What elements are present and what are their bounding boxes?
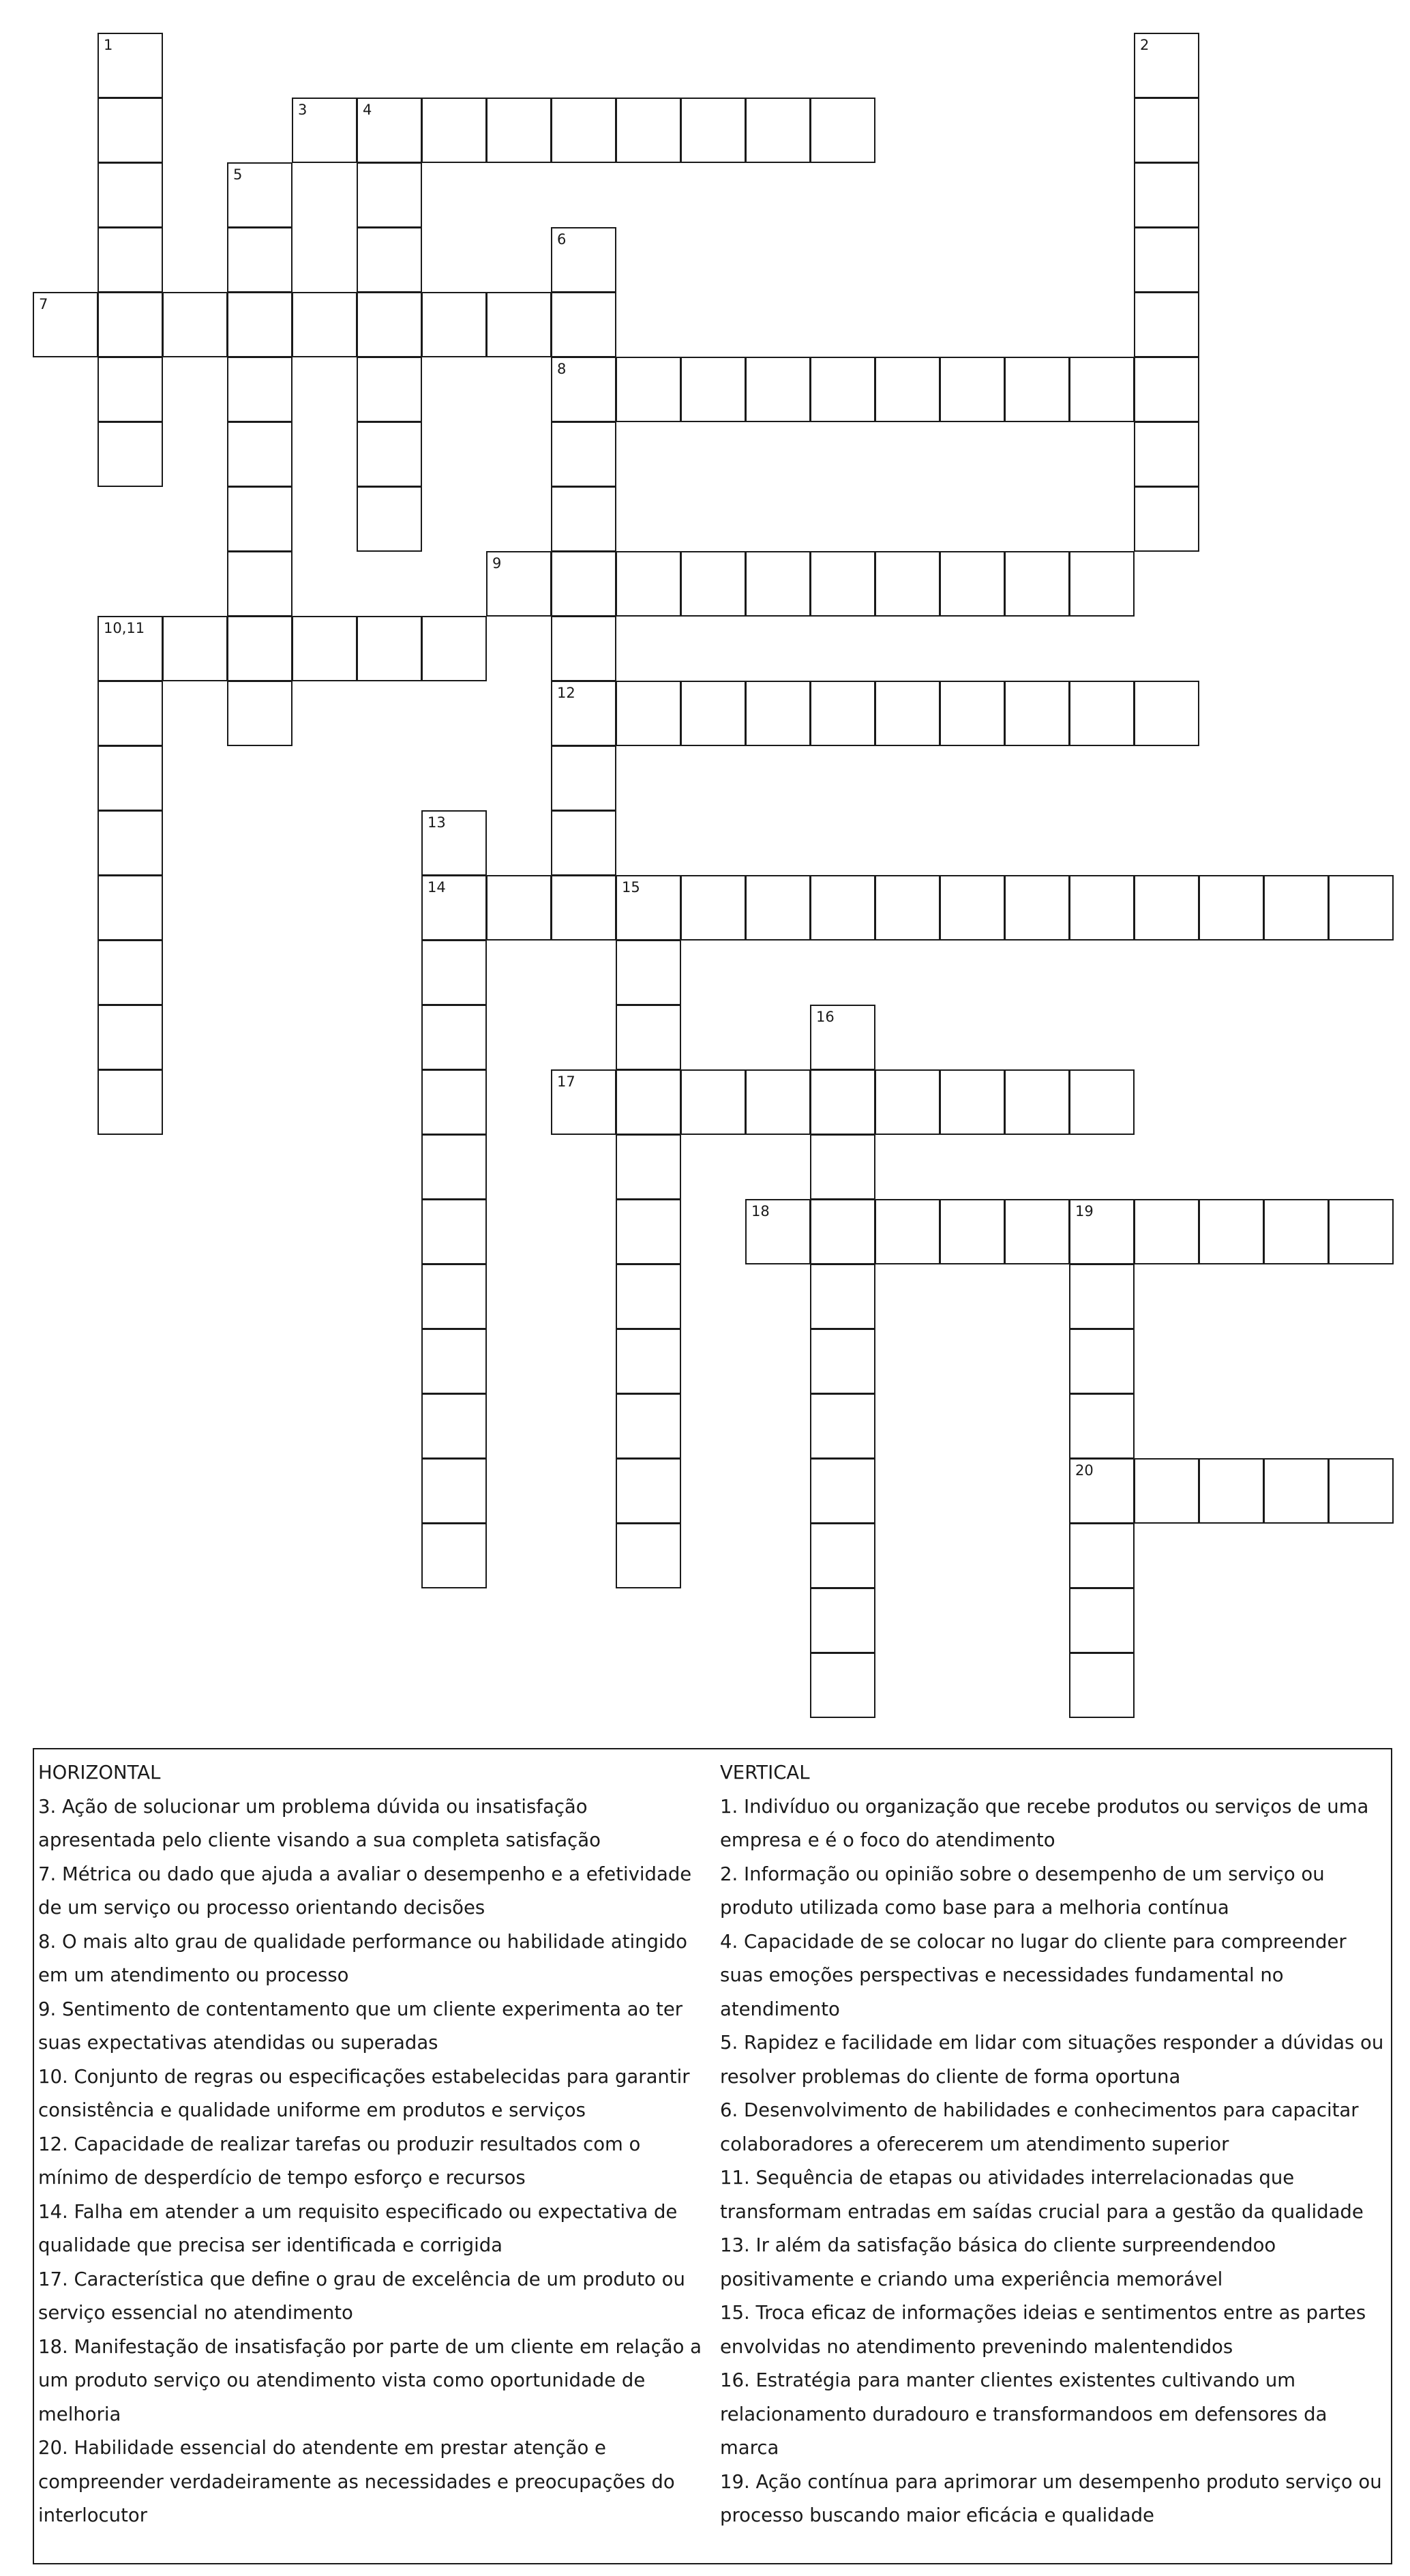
across-clues bbox=[38, 1756, 710, 2533]
grid-cell[interactable] bbox=[1004, 1069, 1070, 1135]
grid-cell[interactable] bbox=[292, 98, 357, 163]
grid-cell[interactable] bbox=[421, 1199, 487, 1264]
grid-cell[interactable] bbox=[810, 875, 875, 941]
grid-cell[interactable] bbox=[1069, 551, 1135, 617]
grid-cell[interactable] bbox=[680, 98, 746, 163]
grid-cell[interactable] bbox=[357, 616, 422, 681]
grid-cell[interactable] bbox=[551, 292, 616, 357]
clue-across-9: 9. Sentimento de contentamento que um cliente experimenta ao ter suas expectativas atendidas ou superadas bbox=[38, 1998, 683, 2054]
cell-number: 1 bbox=[104, 37, 113, 53]
grid-cell[interactable] bbox=[1134, 227, 1199, 293]
grid-cell[interactable] bbox=[227, 616, 292, 681]
clue-down-11: 11. Sequência de etapas ou atividades interrelacionadas que transformam entradas em saídas crucial para a gestão da qualidade bbox=[720, 2167, 1364, 2223]
grid-cell[interactable] bbox=[97, 33, 163, 98]
grid-cell[interactable] bbox=[421, 616, 487, 681]
grid-cell[interactable] bbox=[357, 292, 422, 357]
grid-cell[interactable] bbox=[940, 1199, 1005, 1264]
grid-cell[interactable] bbox=[616, 1393, 681, 1459]
grid-cell[interactable] bbox=[486, 292, 552, 357]
cell-number: 5 bbox=[233, 166, 243, 183]
grid-cell[interactable] bbox=[745, 357, 811, 422]
grid-cell[interactable] bbox=[745, 98, 811, 163]
clue-down-4: 4. Capacidade de se colocar no lugar do cliente para compreender suas emoções perspectivas e necessidades fundamental no atendimento bbox=[720, 1930, 1347, 2020]
grid-cell[interactable] bbox=[97, 162, 163, 228]
grid-cell[interactable] bbox=[227, 551, 292, 617]
grid-cell[interactable] bbox=[421, 1069, 487, 1135]
grid-cell[interactable] bbox=[551, 745, 616, 811]
cell-number: 7 bbox=[39, 296, 48, 312]
grid-cell[interactable] bbox=[551, 486, 616, 552]
grid-cell[interactable] bbox=[162, 616, 228, 681]
grid-cell[interactable] bbox=[745, 681, 811, 746]
grid-cell[interactable] bbox=[551, 98, 616, 163]
across-heading: HORIZONTAL bbox=[38, 1762, 161, 1783]
clue-across-3: 3. Ação de solucionar um problema dúvida ou insatisfação apresentada pelo cliente visando a sua completa satisfação bbox=[38, 1795, 601, 1851]
grid-cell[interactable] bbox=[616, 357, 681, 422]
grid-cell[interactable] bbox=[616, 1458, 681, 1524]
clue-across-14: 14. Falha em atender a um requisito especificado ou expectativa de qualidade que precisa ser identificada e corrigida bbox=[38, 2200, 678, 2256]
grid-cell[interactable] bbox=[680, 875, 746, 941]
grid-cell[interactable] bbox=[1069, 357, 1135, 422]
grid-cell[interactable] bbox=[1069, 875, 1135, 941]
grid-cell[interactable] bbox=[1134, 1199, 1199, 1264]
grid-cell[interactable] bbox=[292, 292, 357, 357]
grid-cell[interactable] bbox=[1069, 1393, 1135, 1459]
grid-cell[interactable] bbox=[292, 616, 357, 681]
grid-cell[interactable] bbox=[97, 940, 163, 1005]
grid-cell[interactable] bbox=[421, 810, 487, 876]
grid-cell[interactable] bbox=[810, 1653, 875, 1718]
grid-cell[interactable] bbox=[97, 1069, 163, 1135]
grid-cell[interactable] bbox=[1004, 1199, 1070, 1264]
grid-cell[interactable] bbox=[680, 681, 746, 746]
grid-cell[interactable] bbox=[1134, 1458, 1199, 1524]
grid-cell[interactable] bbox=[616, 1005, 681, 1070]
grid-cell[interactable] bbox=[810, 1005, 875, 1070]
grid-cell[interactable] bbox=[1134, 875, 1199, 941]
grid-cell[interactable] bbox=[33, 292, 98, 357]
grid-cell[interactable] bbox=[616, 1329, 681, 1394]
clue-across-8: 8. O mais alto grau de qualidade performance ou habilidade atingido em um atendimento ou processo bbox=[38, 1930, 687, 1986]
cell-number: 19 bbox=[1075, 1203, 1094, 1219]
grid-cell[interactable] bbox=[616, 940, 681, 1005]
grid-cell[interactable] bbox=[97, 875, 163, 941]
cell-number: 3 bbox=[298, 102, 308, 118]
grid-cell[interactable] bbox=[357, 486, 422, 552]
grid-cell[interactable] bbox=[810, 1458, 875, 1524]
grid-cell[interactable] bbox=[1134, 486, 1199, 552]
cell-number: 14 bbox=[427, 879, 446, 895]
grid-cell[interactable] bbox=[940, 551, 1005, 617]
grid-cell[interactable] bbox=[97, 745, 163, 811]
grid-cell[interactable] bbox=[551, 810, 616, 876]
grid-cell[interactable] bbox=[1004, 681, 1070, 746]
cell-number: 8 bbox=[557, 361, 567, 377]
grid-cell[interactable] bbox=[680, 357, 746, 422]
grid-cell[interactable] bbox=[486, 875, 552, 941]
cell-number: 10,11 bbox=[104, 620, 145, 636]
grid-cell[interactable] bbox=[810, 357, 875, 422]
grid-cell[interactable] bbox=[875, 357, 940, 422]
grid-cell[interactable] bbox=[162, 292, 228, 357]
grid-cell[interactable] bbox=[940, 357, 1005, 422]
clue-down-5: 5. Rapidez e facilidade em lidar com situações responder a dúvidas ou resolver problemas do cliente de forma oportuna bbox=[720, 2032, 1384, 2088]
clue-across-17: 17. Característica que define o grau de excelência de um produto ou serviço essencial no atendimento bbox=[38, 2268, 685, 2324]
grid-cell[interactable] bbox=[551, 875, 616, 941]
grid-cell[interactable] bbox=[616, 1134, 681, 1200]
grid-cell[interactable] bbox=[1328, 1458, 1394, 1524]
grid-cell[interactable] bbox=[551, 227, 616, 293]
grid-cell[interactable] bbox=[1263, 875, 1329, 941]
grid-cell[interactable] bbox=[1199, 875, 1264, 941]
down-heading: VERTICAL bbox=[720, 1762, 810, 1783]
grid-cell[interactable] bbox=[421, 1005, 487, 1070]
grid-cell[interactable] bbox=[810, 681, 875, 746]
grid-cell[interactable] bbox=[1004, 875, 1070, 941]
grid-cell[interactable] bbox=[421, 875, 487, 941]
grid-cell[interactable] bbox=[421, 940, 487, 1005]
cell-number: 13 bbox=[427, 814, 446, 831]
grid-cell[interactable] bbox=[810, 1199, 875, 1264]
grid-cell[interactable] bbox=[1004, 357, 1070, 422]
clue-down-15: 15. Troca eficaz de informações ideias e sentimentos entre as partes envolvidas no atendimento prevenindo malentendidos bbox=[720, 2302, 1366, 2358]
grid-cell[interactable] bbox=[810, 1393, 875, 1459]
grid-cell[interactable] bbox=[421, 98, 487, 163]
grid-cell[interactable] bbox=[1134, 33, 1199, 98]
clue-across-10: 10. Conjunto de regras ou especificações estabelecidas para garantir consistência e qualidade uniforme em produtos e serviços bbox=[38, 2065, 690, 2121]
grid-cell[interactable] bbox=[227, 162, 292, 228]
grid-cell[interactable] bbox=[421, 1458, 487, 1524]
grid-cell[interactable] bbox=[1263, 1458, 1329, 1524]
clue-across-7: 7. Métrica ou dado que ajuda a avaliar o desempenho e a efetividade de um serviço ou processo orientando decisões bbox=[38, 1863, 692, 1919]
grid-cell[interactable] bbox=[616, 98, 681, 163]
grid-cell[interactable] bbox=[1004, 551, 1070, 617]
clue-across-18: 18. Manifestação de insatisfação por parte de um cliente em relação a um produto serviço ou atendimento vista como oportunidade de melhoria bbox=[38, 2335, 702, 2425]
grid-cell[interactable] bbox=[616, 1199, 681, 1264]
grid-cell[interactable] bbox=[1069, 1523, 1135, 1588]
grid-cell[interactable] bbox=[1069, 1199, 1135, 1264]
grid-cell[interactable] bbox=[421, 1393, 487, 1459]
clue-down-6: 6. Desenvolvimento de habilidades e conhecimentos para capacitar colaboradores a oferecerem um atendimento superior bbox=[720, 2099, 1359, 2155]
grid-cell[interactable] bbox=[357, 357, 422, 422]
grid-cell[interactable] bbox=[875, 1199, 940, 1264]
cell-number: 17 bbox=[557, 1074, 575, 1090]
grid-cell[interactable] bbox=[616, 1069, 681, 1135]
grid-cell[interactable] bbox=[1069, 681, 1135, 746]
grid-cell[interactable] bbox=[1069, 1264, 1135, 1329]
grid-cell[interactable] bbox=[227, 357, 292, 422]
grid-cell[interactable] bbox=[486, 98, 552, 163]
grid-cell[interactable] bbox=[810, 551, 875, 617]
grid-cell[interactable] bbox=[421, 1523, 487, 1588]
grid-cell[interactable] bbox=[551, 681, 616, 746]
grid-cell[interactable] bbox=[875, 681, 940, 746]
cell-number: 16 bbox=[816, 1009, 835, 1025]
grid-cell[interactable] bbox=[810, 98, 875, 163]
grid-cell[interactable] bbox=[421, 292, 487, 357]
clue-across-20: 20. Habilidade essencial do atendente em prestar atenção e compreender verdadeiramente as necessidades e preocupações do interlocutor bbox=[38, 2437, 675, 2526]
grid-cell[interactable] bbox=[745, 875, 811, 941]
grid-cell[interactable] bbox=[810, 1588, 875, 1653]
grid-cell[interactable] bbox=[1199, 1199, 1264, 1264]
down-clues bbox=[720, 1756, 1392, 2533]
grid-cell[interactable] bbox=[97, 292, 163, 357]
grid-cell[interactable] bbox=[97, 810, 163, 876]
clues-panel bbox=[33, 1748, 1392, 2564]
grid-cell[interactable] bbox=[97, 681, 163, 746]
grid-cell[interactable] bbox=[616, 681, 681, 746]
grid-cell[interactable] bbox=[551, 357, 616, 422]
grid-cell[interactable] bbox=[940, 681, 1005, 746]
grid-cell[interactable] bbox=[357, 162, 422, 228]
grid-cell[interactable] bbox=[745, 1069, 811, 1135]
grid-cell[interactable] bbox=[1069, 1458, 1135, 1524]
grid-cell[interactable] bbox=[875, 875, 940, 941]
grid-cell[interactable] bbox=[1069, 1069, 1135, 1135]
grid-cell[interactable] bbox=[1069, 1329, 1135, 1394]
grid-cell[interactable] bbox=[227, 227, 292, 293]
grid-cell[interactable] bbox=[97, 357, 163, 422]
cell-number: 6 bbox=[557, 231, 567, 248]
grid-cell[interactable] bbox=[227, 486, 292, 552]
clue-down-1: 1. Indivíduo ou organização que recebe produtos ou serviços de uma empresa e é o foco do atendimento bbox=[720, 1795, 1369, 1851]
grid-cell[interactable] bbox=[1263, 1199, 1329, 1264]
grid-cell[interactable] bbox=[1069, 1588, 1135, 1653]
grid-cell[interactable] bbox=[357, 98, 422, 163]
grid-cell[interactable] bbox=[97, 1005, 163, 1070]
grid-cell[interactable] bbox=[745, 1199, 811, 1264]
grid-cell[interactable] bbox=[616, 1264, 681, 1329]
cell-number: 4 bbox=[363, 102, 372, 118]
grid-cell[interactable] bbox=[1328, 1199, 1394, 1264]
cell-number: 20 bbox=[1075, 1462, 1094, 1479]
grid-cell[interactable] bbox=[940, 875, 1005, 941]
clue-down-19: 19. Ação contínua para aprimorar um desempenho produto serviço ou processo buscando maior eficácia e qualidade bbox=[720, 2470, 1382, 2526]
grid-cell[interactable] bbox=[421, 1264, 487, 1329]
clue-down-16: 16. Estratégia para manter clientes existentes cultivando um relacionamento duradouro e transformandoos em defensores da marca bbox=[720, 2369, 1328, 2459]
grid-cell[interactable] bbox=[227, 292, 292, 357]
grid-cell[interactable] bbox=[551, 616, 616, 681]
grid-cell[interactable] bbox=[810, 1523, 875, 1588]
cell-number: 12 bbox=[557, 685, 575, 701]
grid-cell[interactable] bbox=[551, 551, 616, 617]
grid-cell[interactable] bbox=[1134, 98, 1199, 163]
cell-number: 18 bbox=[751, 1203, 770, 1219]
grid-cell[interactable] bbox=[810, 1069, 875, 1135]
grid-cell[interactable] bbox=[616, 1523, 681, 1588]
grid-cell[interactable] bbox=[486, 551, 552, 617]
grid-cell[interactable] bbox=[97, 616, 163, 681]
clue-down-2: 2. Informação ou opinião sobre o desempenho de um serviço ou produto utilizada como base para a melhoria contínua bbox=[720, 1863, 1325, 1919]
grid-cell[interactable] bbox=[810, 1134, 875, 1200]
clue-across-12: 12. Capacidade de realizar tarefas ou produzir resultados com o mínimo de desperdício de tempo esforço e recursos bbox=[38, 2133, 641, 2189]
grid-cell[interactable] bbox=[1134, 162, 1199, 228]
grid-cell[interactable] bbox=[875, 1069, 940, 1135]
grid-cell[interactable] bbox=[97, 227, 163, 293]
grid-cell[interactable] bbox=[940, 1069, 1005, 1135]
grid-cell[interactable] bbox=[1134, 681, 1199, 746]
clue-down-13: 13. Ir além da satisfação básica do cliente surpreendendoo positivamente e criando uma experiência memorável bbox=[720, 2234, 1276, 2290]
cell-number: 9 bbox=[492, 555, 502, 572]
grid-cell[interactable] bbox=[97, 421, 163, 487]
grid-cell[interactable] bbox=[616, 551, 681, 617]
grid-cell[interactable] bbox=[1069, 1653, 1135, 1718]
grid-cell[interactable] bbox=[551, 1069, 616, 1135]
grid-cell[interactable] bbox=[616, 875, 681, 941]
grid-cell[interactable] bbox=[1199, 1458, 1264, 1524]
grid-cell[interactable] bbox=[421, 1134, 487, 1200]
grid-cell[interactable] bbox=[875, 551, 940, 617]
grid-cell[interactable] bbox=[1328, 875, 1394, 941]
grid-cell[interactable] bbox=[680, 1069, 746, 1135]
grid-cell[interactable] bbox=[1134, 357, 1199, 422]
grid-cell[interactable] bbox=[227, 681, 292, 746]
grid-cell[interactable] bbox=[97, 98, 163, 163]
grid-cell[interactable] bbox=[357, 421, 422, 487]
grid-cell[interactable] bbox=[680, 551, 746, 617]
cell-number: 2 bbox=[1140, 37, 1150, 53]
grid-cell[interactable] bbox=[357, 227, 422, 293]
grid-cell[interactable] bbox=[810, 1329, 875, 1394]
grid-cell[interactable] bbox=[227, 421, 292, 487]
grid-cell[interactable] bbox=[810, 1264, 875, 1329]
grid-cell[interactable] bbox=[1134, 292, 1199, 357]
grid-cell[interactable] bbox=[1134, 421, 1199, 487]
grid-cell[interactable] bbox=[551, 421, 616, 487]
cell-number: 15 bbox=[622, 879, 640, 895]
grid-cell[interactable] bbox=[421, 1329, 487, 1394]
grid-cell[interactable] bbox=[745, 551, 811, 617]
